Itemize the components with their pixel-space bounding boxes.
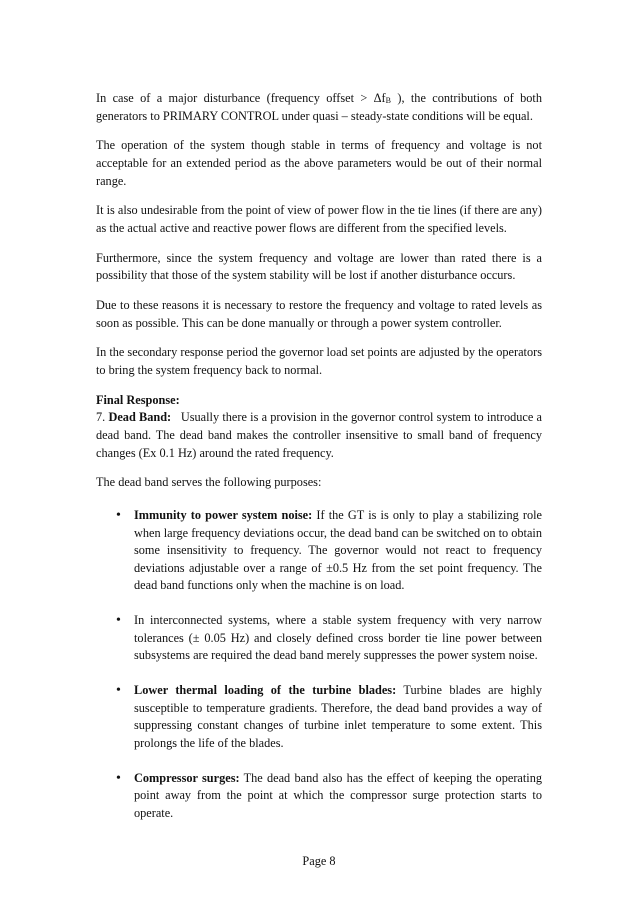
bullet-item-thermal-loading <box>96 682 542 752</box>
paragraph-undesirable: It is also undesirable from the point of view of power flow in the tie lines (if there are any) as the actual active and reactive power flows are different from the specified levels. <box>96 203 542 235</box>
page-number: Page 8 <box>302 854 336 868</box>
paragraph-due-to-reasons: Due to these reasons it is necessary to restore the frequency and voltage to rated levels as soon as possible. This can be done manually or through a power system controller. <box>96 298 542 330</box>
bullet-icon: • <box>116 613 121 629</box>
bullet-text: The dead band also has the effect of keeping the operating point away from the point at which the compressor surge protection starts to operate. <box>134 770 542 820</box>
bullet-icon: • <box>116 508 121 523</box>
bullet-item-noise-immunity <box>96 507 542 595</box>
section-final-response <box>96 392 542 462</box>
item-text: Usually there is a provision in the governor control system to introduce a dead band. The dead band makes the controller insensitive to small band of frequency changes (Ex 0.1 Hz) around the rated frequency. <box>96 410 542 460</box>
paragraph-operation: The operation of the system though stable in terms of frequency and voltage is not acceptable for an extended period as the above parameters would be out of their normal range. <box>96 138 542 188</box>
paragraph-text: ), the contributions of both generators to PRIMARY CONTROL under quasi – steady-state conditions will be equal. <box>96 91 542 123</box>
bullet-text: Turbine blades are highly susceptible to temperature gradients. Therefore, the dead band provides a way of suppressing constant changes of turbine inlet temperature to some extent. This prolongs the life of the blades. <box>134 683 542 750</box>
paragraph-major-disturbance <box>96 90 542 125</box>
bullet-text: If the GT is is only to play a stabilizing role when large frequency deviations occur, the dead band can be switched on to obtain some insensitivity to frequency. The governor would not react to frequency deviations adjustable over a range of ±0.5 Hz from the set point frequency. The dead band functions only when the machine is on load. <box>134 508 543 593</box>
bullet-title: Immunity to power system noise: <box>134 508 313 522</box>
bullet-text: In interconnected systems, where a stable system frequency with very narrow tolerances (± 0.05 Hz) and closely defined cross border tie line power between subsystems are required the dead band merely suppresses the power system noise. <box>134 613 542 663</box>
bullet-item-interconnected <box>96 612 542 665</box>
bullet-title: Compressor surges: <box>134 770 240 785</box>
section-heading: Final Response: <box>96 392 180 407</box>
item-number: 7. <box>96 410 106 425</box>
bullet-icon: • <box>116 770 121 786</box>
page-body <box>96 90 542 840</box>
item-title: Dead Band: <box>108 410 172 425</box>
subscript-b: B <box>385 96 391 105</box>
paragraph-furthermore: Furthermore, since the system frequency and voltage are lower than rated there is a possibility that those of the system stability will be lost if another disturbance occurs. <box>96 250 542 283</box>
bullet-icon: • <box>116 683 121 699</box>
paragraph-secondary-response: In the secondary response period the governor load set points are adjusted by the operators to bring the system frequency back to normal. <box>96 345 542 378</box>
paragraph-text: In case of a major disturbance (frequency offset > Δf <box>96 91 386 105</box>
bullet-item-compressor-surges <box>96 770 542 823</box>
paragraph-dead-band-intro: The dead band serves the following purposes: <box>96 475 322 490</box>
bullet-title: Lower thermal loading of the turbine blades: <box>134 683 397 698</box>
